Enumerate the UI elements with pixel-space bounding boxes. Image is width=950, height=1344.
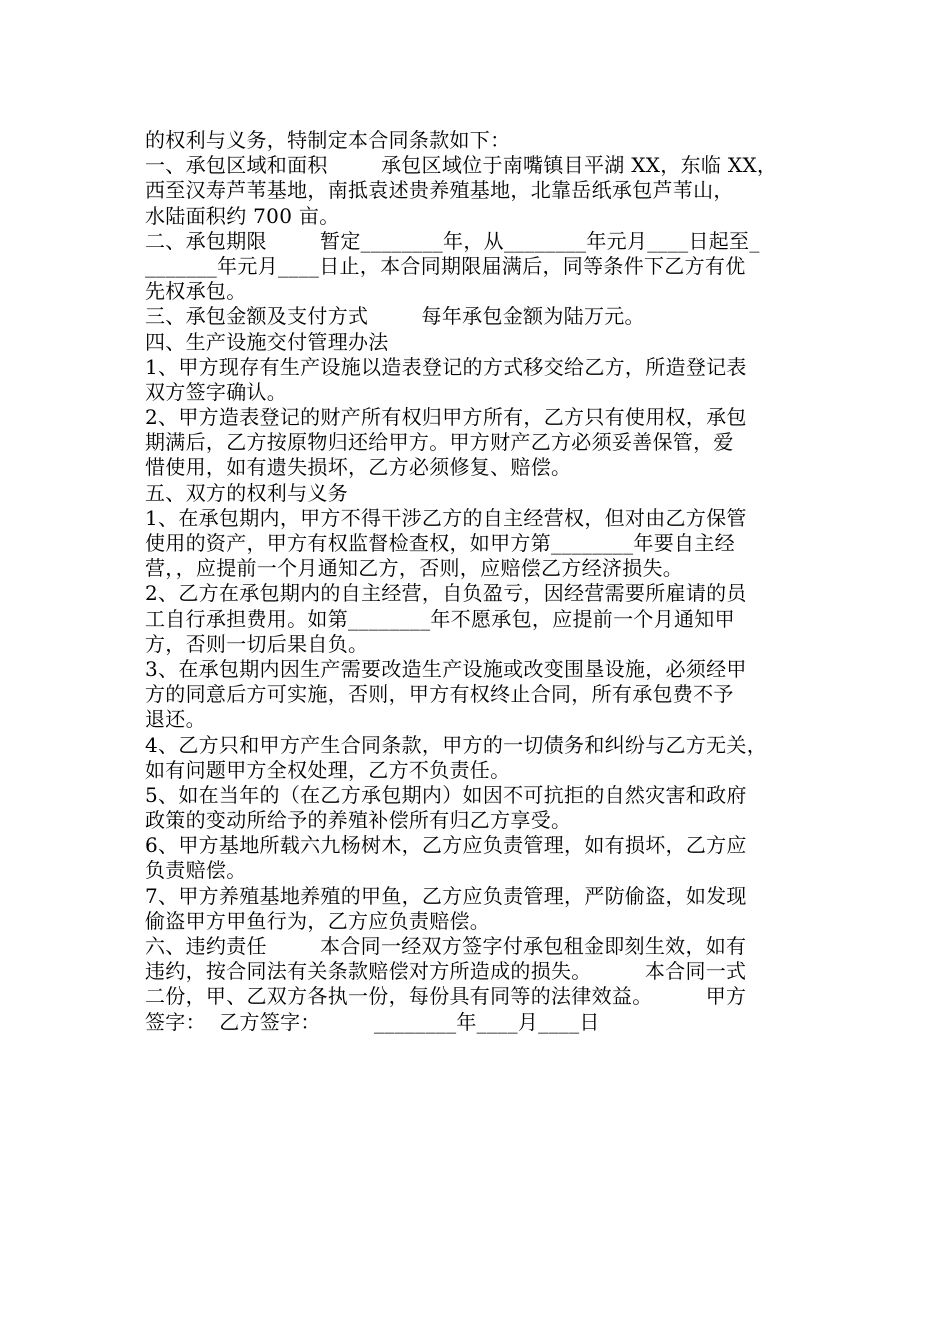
text-line: _______年元月____日止，本合同期限届满后，同等条件下乙方有优 <box>145 253 746 278</box>
document-page <box>145 128 825 1035</box>
text-line: 水陆面积约 700 亩。 <box>145 203 340 228</box>
text-line: 3、在承包期内因生产需要改造生产设施或改变围垦设施，必须经甲 <box>145 656 747 681</box>
text-line: 2、乙方在承包期内的自主经营，自负盈亏，因经营需要所雇请的员 <box>145 581 747 606</box>
text-line: 惜使用，如有遗失损坏，乙方必须修复、赔偿。 <box>145 455 572 480</box>
text-line: 双方签字确认。 <box>145 379 288 404</box>
text-line: 政策的变动所给予的养殖补偿所有归乙方享受。 <box>145 808 572 833</box>
text-line: 退还。 <box>145 707 206 732</box>
text-line: 2、甲方造表登记的财产所有权归甲方所有，乙方只有使用权，承包 <box>145 405 747 430</box>
text-line: 营，，应提前一个月通知乙方，否则，应赔偿乙方经济损失。 <box>145 556 684 581</box>
text-line: 4、乙方只和甲方产生合同条款，甲方的一切债务和纠纷与乙方无关， <box>145 732 768 757</box>
text-line: 六、违约责任 本合同一经双方签字付承包租金即刻生效，如有 <box>145 934 747 958</box>
text-line: 6、甲方基地所载六九杨树木，乙方应负责管理，如有损坏，乙方应 <box>145 833 747 858</box>
text-line: 如有问题甲方全权处理，乙方不负责任。 <box>145 757 511 782</box>
text-line: 一、承包区域和面积 承包区域位于南嘴镇目平湖 XX，东临 XX， <box>145 153 778 178</box>
text-line: 违约，按合同法有关条款赔偿对方所造成的损失。 本合同一式 <box>145 959 747 984</box>
text-line: 7、甲方养殖基地养殖的甲鱼，乙方应负责管理，严防偷盗，如发现 <box>145 883 747 908</box>
text-line: 二份，甲、乙双方各执一份，每份具有同等的法律效益。 甲方 <box>145 984 747 1009</box>
text-line: 方，否则一切后果自负。 <box>145 631 369 656</box>
text-line: 西至汉寿芦苇基地，南抵袁述贵养殖基地，北靠岳纸承包芦苇山， <box>145 178 734 203</box>
text-line: 三、承包金额及支付方式 每年承包金额为陆万元。 <box>145 304 645 329</box>
text-line: 签字： 乙方签字： ________年____月____日 <box>145 1009 600 1034</box>
text-line: 二、承包期限 暂定________年，从________年元月____日起至_ <box>145 228 760 253</box>
text-line: 五、双方的权利与义务 <box>145 480 348 505</box>
text-line: 1、在承包期内，甲方不得干涉乙方的自主经营权，但对由乙方保管 <box>145 505 747 530</box>
text-line: 使用的资产，甲方有权监督检查权，如甲方第________年要自主经 <box>145 531 735 555</box>
text-line: 四、生产设施交付管理办法 <box>145 329 389 354</box>
text-line: 方的同意后方可实施，否则，甲方有权终止合同，所有承包费不予 <box>145 682 734 707</box>
text-line: 先权承包。 <box>145 279 247 304</box>
text-line: 偷盗甲方甲鱼行为，乙方应负责赔偿。 <box>145 908 491 933</box>
text-line: 工自行承担费用。如第________年不愿承包，应提前一个月通知甲 <box>145 606 735 631</box>
text-line: 负责赔偿。 <box>145 858 247 883</box>
text-line: 期满后，乙方按原物归还给甲方。甲方财产乙方必须妥善保管，爱 <box>145 430 734 455</box>
text-line: 的权利与义务，特制定本合同条款如下： <box>145 128 511 152</box>
text-line: 1、甲方现存有生产设施以造表登记的方式移交给乙方，所造登记表 <box>145 354 747 379</box>
text-line: 5、如在当年的（在乙方承包期内）如因不可抗拒的自然灾害和政府 <box>145 782 747 807</box>
